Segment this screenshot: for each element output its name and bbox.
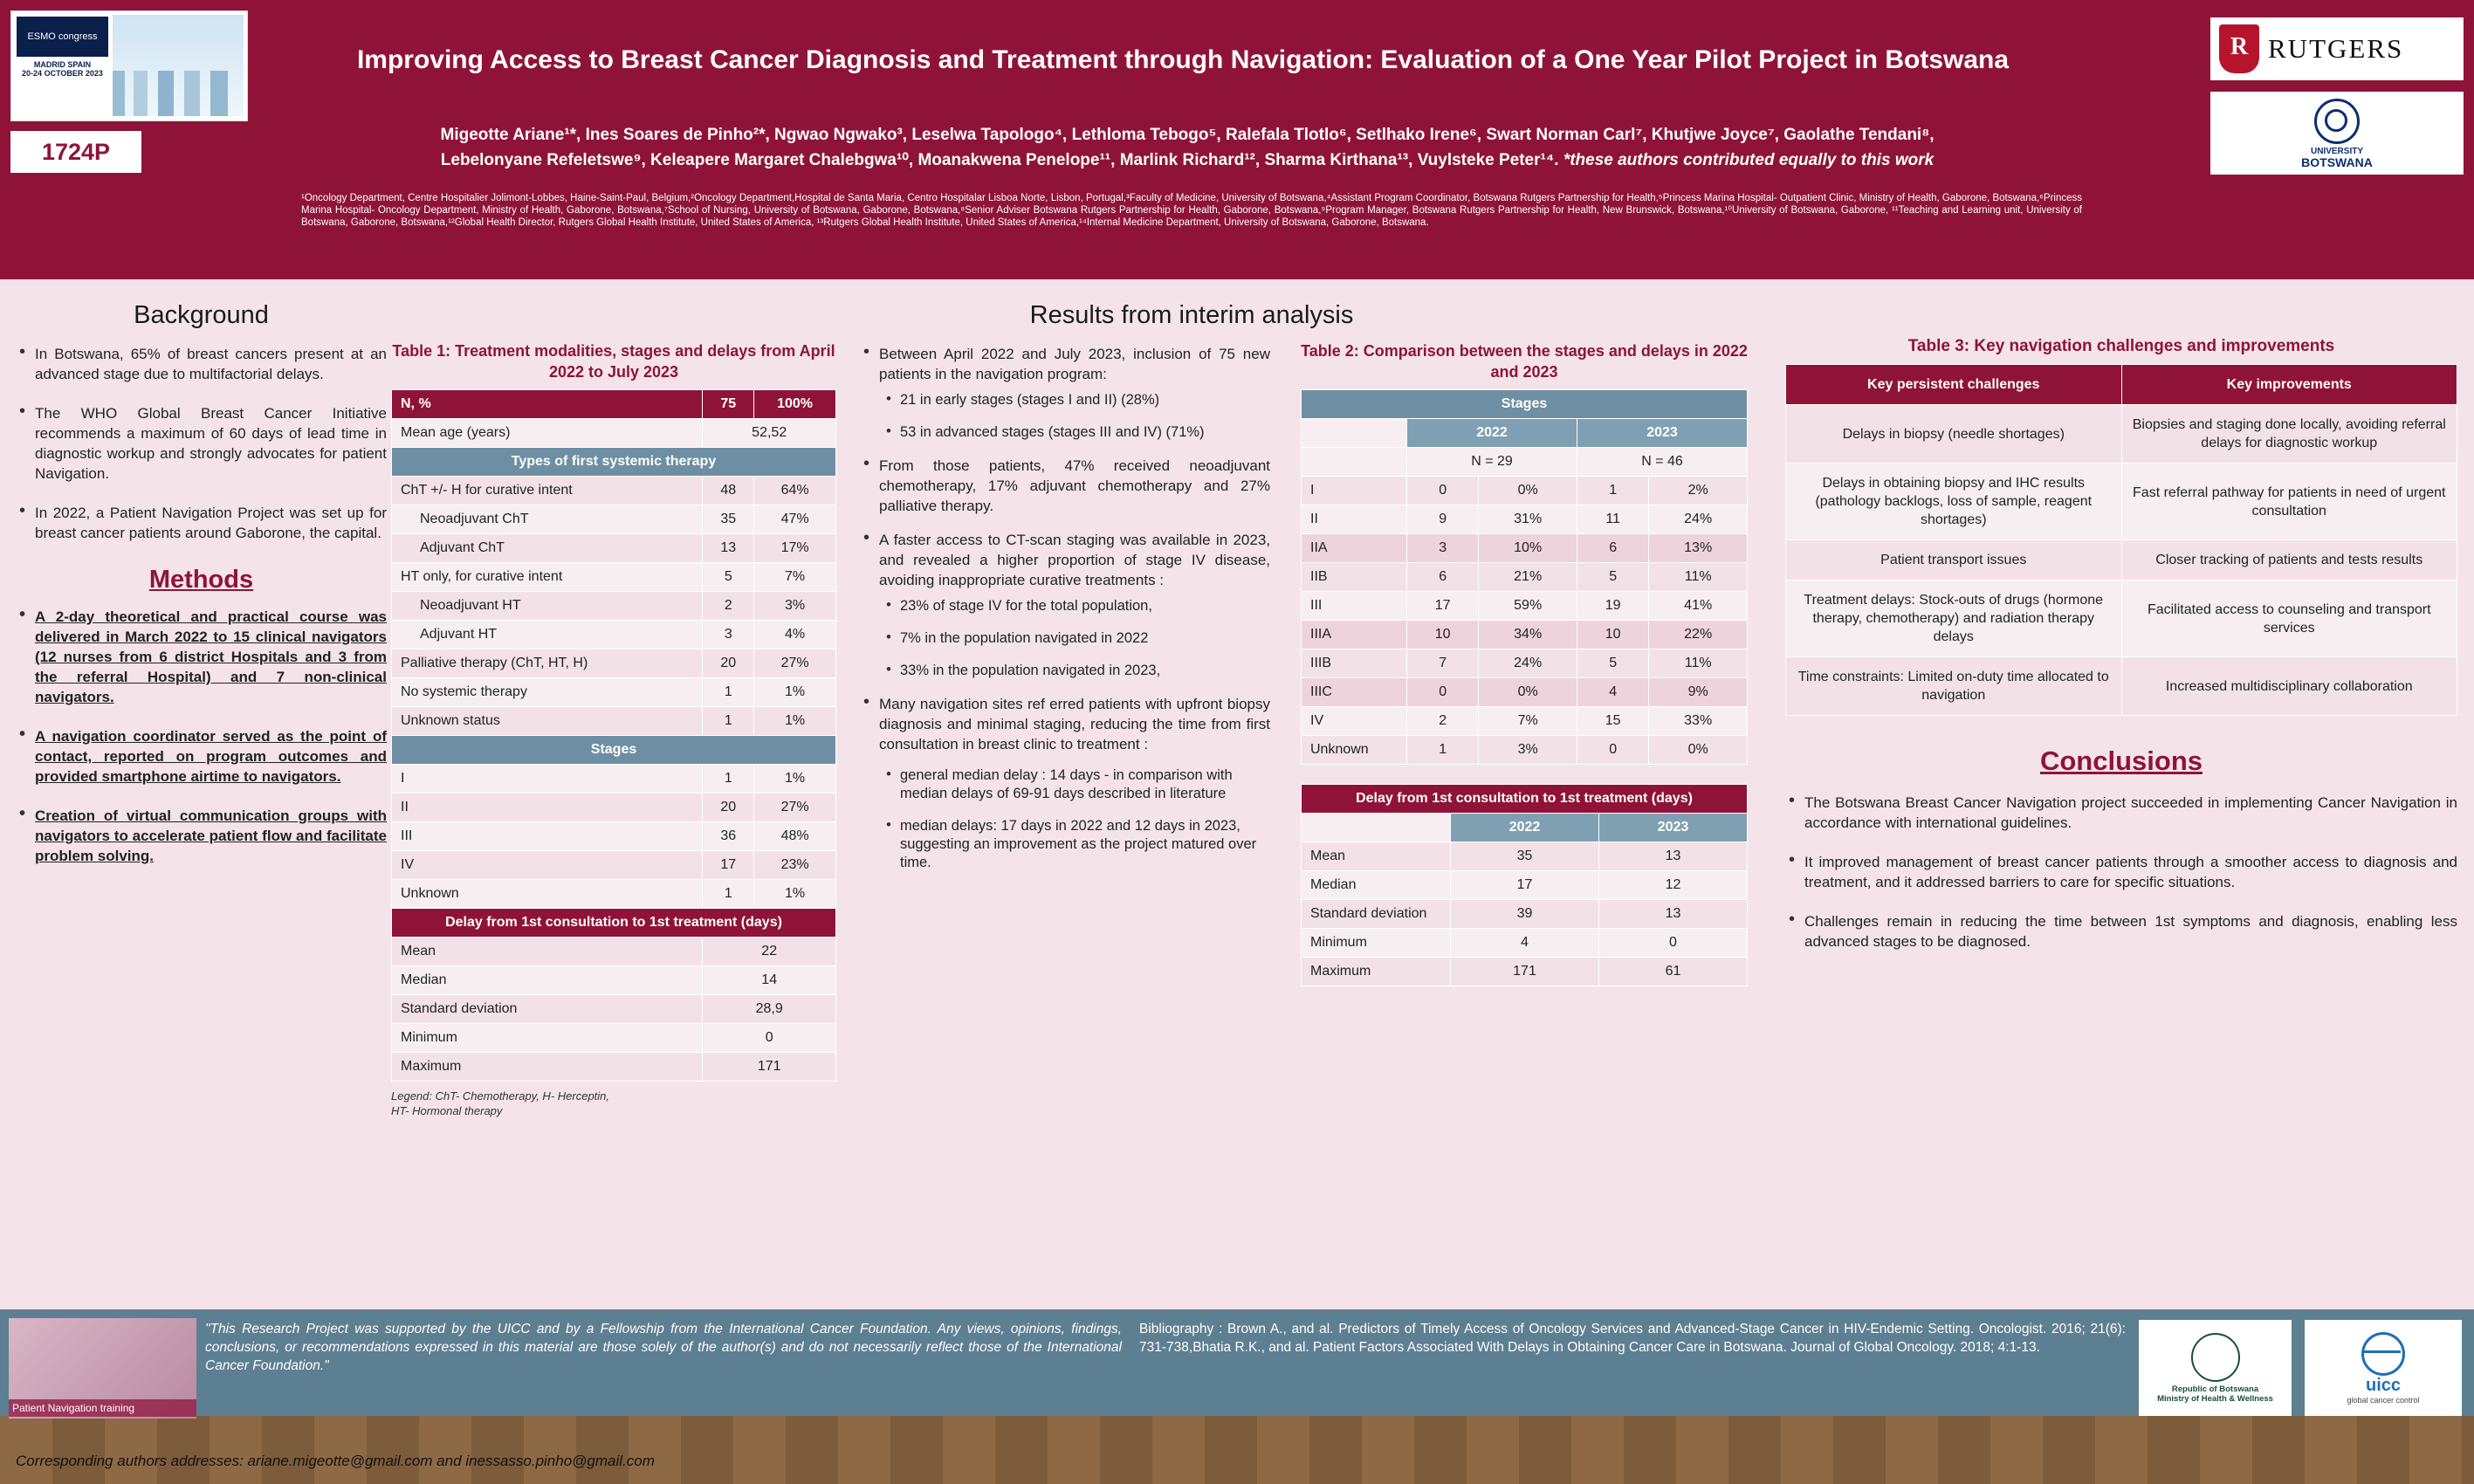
row-n: 48	[703, 477, 754, 505]
stage-label: IIA	[1302, 534, 1407, 563]
coat-of-arms-icon	[2191, 1333, 2240, 1382]
list-item	[860, 817, 1270, 872]
row-label: Median	[1302, 871, 1451, 900]
pct-value: 24%	[1479, 649, 1577, 678]
pct-value: 0%	[1649, 736, 1748, 765]
year-2023-header: 2023	[1577, 419, 1747, 448]
list-item	[860, 344, 1270, 442]
table-row	[1302, 900, 1748, 929]
row-label: III	[392, 822, 703, 851]
delay-year-2023: 2023	[1598, 814, 1747, 842]
stage-label: IIIB	[1302, 649, 1407, 678]
results-bullet-list	[860, 344, 1270, 872]
n-value: 2	[1407, 707, 1479, 736]
row-n: 1	[703, 880, 754, 909]
row-value: 28,9	[703, 995, 836, 1024]
poster-header	[0, 0, 2474, 279]
stage-label: IIB	[1302, 563, 1407, 592]
sub-list-item: • 7% in the population navigated in 2022	[879, 629, 1270, 648]
list-item: • The WHO Global Breast Cancer Initiative recommends a maximum of 60 days of lead time in diagnostic workup and strongly advocates for patient Navigation.	[16, 403, 387, 484]
table-row	[1786, 405, 2457, 464]
row-n: 36	[703, 822, 754, 851]
ub-line-1: UNIVERSITY	[2310, 147, 2363, 156]
value-2022: 4	[1451, 929, 1599, 958]
value-2022: 171	[1451, 958, 1599, 986]
madrid-skyline-icon	[113, 15, 244, 116]
row-pct: 23%	[754, 851, 836, 880]
section-header-delay: Delay from 1st consultation to 1st treatment (days)	[392, 909, 836, 938]
row-label: ChT +/- H for curative intent	[392, 477, 703, 505]
photo-caption: Patient Navigation training	[9, 1399, 196, 1417]
uicc-tagline: global cancer control	[2347, 1395, 2420, 1405]
row-label: Standard deviation	[1302, 900, 1451, 929]
table3-header-improvements: Key improvements	[2121, 365, 2457, 405]
pct-value: 2%	[1649, 477, 1748, 505]
row-pct: 27%	[754, 794, 836, 822]
row-pct: 1%	[754, 707, 836, 736]
column-table1	[391, 340, 836, 1118]
list-item: • Challenges remain in reducing the time between 1st symptoms and diagnosis, enabling less advanced stages to be diagnosed.	[1785, 911, 2457, 952]
funding-statement: "This Research Project was supported by the UICC and by a Fellowship from the International Cancer Foundation. Any views, opinions, findings, conclusions, or recommendations expressed in this material are those solely of the author(s) and do not necessarily reflect those of the International Cancer Foundation."	[205, 1322, 1122, 1373]
list-item: • Creation of virtual communication groups with navigators to accelerate patient flow and facilitate problem solving.	[16, 806, 387, 866]
table1-header-n: 75	[703, 390, 754, 419]
table-row	[392, 707, 836, 736]
improvement-cell: Closer tracking of patients and tests results	[2121, 540, 2457, 581]
row-n: 3	[703, 621, 754, 649]
sub-list-item: • 23% of stage IV for the total population,	[879, 597, 1270, 615]
row-n: 20	[703, 649, 754, 678]
row-n: 5	[703, 563, 754, 592]
pct-value: 22%	[1649, 621, 1748, 649]
table-row	[392, 822, 836, 851]
row-n: 2	[703, 592, 754, 621]
table-row	[1302, 678, 1748, 707]
n-value: 0	[1577, 736, 1648, 765]
gov-line-1: Republic of Botswana	[2171, 1384, 2259, 1394]
corresponding-authors: Corresponding authors addresses: ariane.migeotte@gmail.com and inessasso.pinho@gmail.com	[16, 1453, 655, 1469]
sub-list-item: • 33% in the population navigated in 2023,	[879, 662, 1270, 680]
challenge-cell: Time constraints: Limited on-duty time allocated to navigation	[1786, 657, 2122, 716]
esmo-logo-icon: ESMO congress	[17, 17, 108, 57]
background-bullet-list	[16, 344, 387, 543]
row-pct: 1%	[754, 880, 836, 909]
table-row	[1302, 842, 1748, 871]
pct-value: 13%	[1649, 534, 1748, 563]
table-row	[1786, 365, 2457, 405]
table-row	[1302, 448, 1748, 477]
row-n: 17	[703, 851, 754, 880]
table-row	[1302, 592, 1748, 621]
n-value: 17	[1407, 592, 1479, 621]
row-n: 1	[703, 765, 754, 794]
table1-header-pct: 100%	[754, 390, 836, 419]
pct-value: 11%	[1649, 563, 1748, 592]
row-label: No systemic therapy	[392, 678, 703, 707]
botswana-government-logo	[2139, 1320, 2292, 1416]
n-value: 15	[1577, 707, 1648, 736]
row-label: Adjuvant HT	[392, 621, 703, 649]
spacer-cell	[1302, 814, 1451, 842]
sub-list	[879, 597, 1270, 680]
challenge-cell: Delays in biopsy (needle shortages)	[1786, 405, 2122, 464]
table-row	[1302, 649, 1748, 678]
table-row	[392, 563, 836, 592]
row-pct: 47%	[754, 505, 836, 534]
table-row	[392, 1024, 836, 1053]
row-pct: 4%	[754, 621, 836, 649]
table-row	[1302, 563, 1748, 592]
table-row	[392, 851, 836, 880]
table-row	[392, 505, 836, 534]
page-title: Improving Access to Breast Cancer Diagnosis and Treatment through Navigation: Evaluation of a One Year Pilot Project in Botswana	[356, 45, 2010, 74]
value-2023: 12	[1598, 871, 1747, 900]
table1-title: Table 1: Treatment modalities, stages and delays from April 2022 to July 2023	[392, 342, 835, 381]
n-value: 10	[1407, 621, 1479, 649]
row-value: 0	[703, 1024, 836, 1053]
table-row	[1302, 621, 1748, 649]
congress-city-dates	[17, 60, 108, 78]
table-row	[1302, 736, 1748, 765]
improvement-cell: Biopsies and staging done locally, avoiding referral delays for diagnostic workup	[2121, 405, 2457, 464]
university-of-botswana-logo	[2210, 92, 2464, 175]
table-row	[1786, 464, 2457, 540]
table2-title: Table 2: Comparison between the stages and delays in 2022 and 2023	[1301, 342, 1748, 381]
row-pct: 7%	[754, 563, 836, 592]
stage-label: III	[1302, 592, 1407, 621]
stage-label: II	[1302, 505, 1407, 534]
affiliations: ¹Oncology Department, Centre Hospitalier Jolimont-Lobbes, Haine-Saint-Paul, Belgium,²Oncology Department,Hospital de Santa Maria, Centro Hospitalar Lisboa Norte, Lisbon, Portugal,³Faculty of Medicine, University of Botswana,⁴Assistant Program Coordinator, Botswana Rutgers Partnership for Health,⁵Princess Marina Hospital- Outpatient Clinic, Ministry of Health, Gaborone, Botswana,⁶Princess Marina Hospital- Oncology Department, Ministry of Health, Gaborone, Botswana,⁷School of Nursing, University of Botswana, Gaborone, Botswana,⁸Senior Adviser Botswana Rutgers Partnership for Health, Gaborone, Botswana,⁹Program Manager, Botswana Rutgers Partnership for Health, New Brunswick, Botswana,¹⁰University of Botswana, Gaborone, ¹¹Teaching and Learning unit, University of Botswana, Gaborone, Botswana,¹²Global Health Director, Rutgers Global Health Institute, United States of America, ¹³Rutgers Global Health Institute, United States of America,¹⁴Internal Medicine Department, University of Botswana, Gaborone, Botswana.	[301, 193, 2082, 228]
table3-header-challenges: Key persistent challenges	[1786, 365, 2122, 405]
gov-wordmark	[2157, 1384, 2273, 1404]
methods-heading: Methods	[148, 566, 254, 594]
table-row	[392, 909, 836, 938]
pct-value: 9%	[1649, 678, 1748, 707]
delay-table-title: Delay from 1st consultation to 1st treatment (days)	[1302, 785, 1748, 814]
gov-line-2: Ministry of Health & Wellness	[2157, 1393, 2273, 1404]
uicc-wordmark: uicc	[2365, 1375, 2402, 1395]
table2-delays	[1301, 784, 1748, 986]
table-row	[392, 678, 836, 707]
table-row	[392, 765, 836, 794]
row-value: 22	[703, 938, 836, 966]
n-value: 1	[1407, 736, 1479, 765]
table-row	[392, 736, 836, 765]
row-label: Median	[392, 966, 703, 995]
congress-city: MADRID SPAIN	[33, 60, 92, 69]
author-equal-contribution-note: *these authors contributed equally to this work	[1563, 151, 1935, 169]
n-value: 5	[1577, 563, 1648, 592]
row-label: Unknown status	[392, 707, 703, 736]
results-heading: Results from interim analysis	[1029, 301, 1354, 329]
pct-value: 21%	[1479, 563, 1577, 592]
sub-list-item: • general median delay : 14 days - in comparison with median delays of 69-91 days described in literature	[879, 766, 1270, 803]
list-item: • From those patients, 47% received neoadjuvant chemotherapy, 17% adjuvant chemotherapy and 27% palliative therapy.	[860, 456, 1270, 516]
row-label: Adjuvant ChT	[392, 534, 703, 563]
table-row	[392, 448, 836, 477]
list-item-text: Between April 2022 and July 2023, inclusion of 75 new patients in the navigation program:	[879, 346, 1270, 382]
legend-line-1: Legend: ChT- Chemotherapy, H- Herceptin,	[391, 1089, 610, 1103]
table1	[391, 389, 836, 1082]
conclusions-bullet-list	[1785, 793, 2457, 952]
value-2023: 13	[1598, 900, 1747, 929]
table-row	[1302, 505, 1748, 534]
value-2022: 35	[1451, 842, 1599, 871]
table-row	[392, 534, 836, 563]
value-2023: 61	[1598, 958, 1747, 986]
n-value: 7	[1407, 649, 1479, 678]
pct-value: 24%	[1649, 505, 1748, 534]
n-value: 10	[1577, 621, 1648, 649]
row-label: I	[392, 765, 703, 794]
n-value: 0	[1407, 477, 1479, 505]
pct-value: 7%	[1479, 707, 1577, 736]
row-pct: 1%	[754, 765, 836, 794]
row-n: 35	[703, 505, 754, 534]
list-item: • In 2022, a Patient Navigation Project was set up for breast cancer patients around Gaborone, the capital.	[16, 503, 387, 543]
poster-footer	[0, 1309, 2474, 1484]
pct-value: 59%	[1479, 592, 1577, 621]
table-row	[1302, 419, 1748, 448]
section-header: Stages	[392, 736, 836, 765]
spacer-cell	[1302, 419, 1407, 448]
pct-value: 3%	[1479, 736, 1577, 765]
table-row	[1786, 581, 2457, 657]
value-2023: 0	[1598, 929, 1747, 958]
table-row	[1302, 707, 1748, 736]
pct-value: 10%	[1479, 534, 1577, 563]
ub-wordmark	[2301, 147, 2373, 168]
table-row	[1302, 785, 1748, 814]
table-row	[392, 794, 836, 822]
rutgers-logo	[2210, 17, 2464, 80]
table-row	[1302, 958, 1748, 986]
table1-header-label: N, %	[392, 390, 703, 419]
year-2022-header: 2022	[1407, 419, 1577, 448]
table2-stages-header: Stages	[1302, 390, 1748, 419]
author-line-2: Lebelonyane Refeletswe⁹, Keleapere Margaret Chalebgwa¹⁰, Moanakwena Penelope¹¹, Marlink Richard¹², Sharma Kirthana¹³, Vuylsteke Peter¹⁴.	[440, 151, 1559, 169]
table-row	[392, 966, 836, 995]
value-2022: 39	[1451, 900, 1599, 929]
globe-icon	[2361, 1332, 2405, 1376]
row-value: 171	[703, 1053, 836, 1082]
esmo-congress-logo	[10, 10, 248, 121]
row-label: Maximum	[392, 1053, 703, 1082]
row-value: 14	[703, 966, 836, 995]
table-row	[392, 477, 836, 505]
list-item: • A 2-day theoretical and practical course was delivered in March 2022 to 15 clinical navigators (12 nurses from 6 district Hospitals and 3 from the referral Hospital) and 7 non-clinical navigators.	[16, 607, 387, 707]
row-label: Minimum	[1302, 929, 1451, 958]
table-row	[1302, 390, 1748, 419]
table-row	[392, 649, 836, 678]
methods-bullet-list	[16, 607, 387, 866]
table-row	[1302, 477, 1748, 505]
list-item: • In Botswana, 65% of breast cancers present at an advanced stage due to multifactorial delays.	[16, 344, 387, 384]
n-value: 6	[1407, 563, 1479, 592]
n-value: 4	[1577, 678, 1648, 707]
row-label: IV	[392, 851, 703, 880]
row-pct: 48%	[754, 822, 836, 851]
conclusions-heading: Conclusions	[2039, 745, 2203, 776]
table-row	[1786, 540, 2457, 581]
spacer-cell	[1302, 448, 1407, 477]
n-value: 11	[1577, 505, 1648, 534]
value-2022: 17	[1451, 871, 1599, 900]
list-item	[860, 694, 1270, 803]
congress-dates: 20-24 OCTOBER 2023	[22, 69, 103, 78]
sub-list	[879, 391, 1270, 442]
sub-list-item: • 53 in advanced stages (stages III and IV) (71%)	[879, 423, 1270, 442]
n-value: 3	[1407, 534, 1479, 563]
n-2022: N = 29	[1407, 448, 1577, 477]
section-header: Types of first systemic therapy	[392, 448, 836, 477]
improvement-cell: Fast referral pathway for patients in need of urgent consultation	[2121, 464, 2457, 540]
pct-value: 0%	[1479, 477, 1577, 505]
ub-seal-icon	[2314, 99, 2360, 144]
pct-value: 31%	[1479, 505, 1577, 534]
n-value: 1	[1577, 477, 1648, 505]
pct-value: 41%	[1649, 592, 1748, 621]
table-row	[392, 995, 836, 1024]
row-label: Mean age (years)	[392, 419, 703, 448]
row-n: 13	[703, 534, 754, 563]
stage-label: Unknown	[1302, 736, 1407, 765]
column-table2	[1301, 340, 1748, 986]
n-value: 6	[1577, 534, 1648, 563]
n-value: 19	[1577, 592, 1648, 621]
row-label: II	[392, 794, 703, 822]
list-item-text: Many navigation sites ref erred patients with upfront biopsy diagnosis and minimal staging, reducing the time from first consultation in breast clinic to treatment :	[879, 696, 1270, 752]
table-row	[392, 419, 836, 448]
table-row	[392, 592, 836, 621]
pct-value: 34%	[1479, 621, 1577, 649]
uicc-logo	[2305, 1320, 2462, 1416]
pct-value: 0%	[1479, 678, 1577, 707]
challenge-cell: Delays in obtaining biopsy and IHC results (pathology backlogs, loss of sample, reagent shortages)	[1786, 464, 2122, 540]
column-table3-conclusions	[1785, 336, 2457, 971]
row-n: 1	[703, 678, 754, 707]
sub-list	[879, 766, 1270, 803]
column-background-methods	[16, 301, 387, 885]
table-row	[1302, 871, 1748, 900]
row-label: Minimum	[392, 1024, 703, 1053]
row-pct: 17%	[754, 534, 836, 563]
row-pct: 27%	[754, 649, 836, 678]
value-2023: 13	[1598, 842, 1747, 871]
sub-list-item: • median delays: 17 days in 2022 and 12 days in 2023, suggesting an improvement as the project matured over time.	[879, 817, 1270, 872]
n-value: 0	[1407, 678, 1479, 707]
challenge-cell: Treatment delays: Stock-outs of drugs (hormone therapy, chemotherapy) and radiation therapy delays	[1786, 581, 2122, 657]
stage-label: IV	[1302, 707, 1407, 736]
row-pct: 3%	[754, 592, 836, 621]
abstract-number-badge: 1724P	[10, 131, 141, 173]
challenge-cell: Patient transport issues	[1786, 540, 2122, 581]
table-row	[392, 1053, 836, 1082]
rutgers-wordmark: RUTGERS	[2268, 33, 2404, 64]
row-label: Neoadjuvant HT	[392, 592, 703, 621]
row-label: Standard deviation	[392, 995, 703, 1024]
row-value: 52,52	[703, 419, 836, 448]
improvement-cell: Facilitated access to counseling and transport services	[2121, 581, 2457, 657]
row-label: Mean	[1302, 842, 1451, 871]
stage-label: I	[1302, 477, 1407, 505]
table3-title: Table 3: Key navigation challenges and improvements	[1907, 337, 2335, 355]
sub-list-item: • 21 in early stages (stages I and II) (28%)	[879, 391, 1270, 409]
ub-line-3: BOTSWANA	[2301, 155, 2373, 169]
table1-legend	[391, 1089, 836, 1118]
table-row	[1302, 814, 1748, 842]
row-label: Palliative therapy (ChT, HT, H)	[392, 649, 703, 678]
n-value: 5	[1577, 649, 1648, 678]
pct-value: 33%	[1649, 707, 1748, 736]
table-row	[392, 621, 836, 649]
row-label: Unknown	[392, 880, 703, 909]
list-item: • A navigation coordinator served as the point of contact, reported on program outcomes and provided smartphone airtime to navigators.	[16, 726, 387, 787]
sub-list	[879, 817, 1270, 872]
table-row	[392, 880, 836, 909]
table-row	[1302, 534, 1748, 563]
row-label: Mean	[392, 938, 703, 966]
improvement-cell: Increased multidisciplinary collaboration	[2121, 657, 2457, 716]
list-item	[860, 530, 1270, 680]
list-item-text: A faster access to CT-scan staging was available in 2023, and revealed a higher proportion of stage IV disease, avoiding inappropriate curative treatments :	[879, 532, 1270, 588]
n-2023: N = 46	[1577, 448, 1747, 477]
row-n: 1	[703, 707, 754, 736]
row-n: 20	[703, 794, 754, 822]
footer-wood-texture	[0, 1416, 2474, 1484]
table-row	[392, 938, 836, 966]
delay-year-2022: 2022	[1451, 814, 1599, 842]
stage-label: IIIA	[1302, 621, 1407, 649]
table-row	[1302, 929, 1748, 958]
list-item: • It improved management of breast cancer patients through a smoother access to diagnosis and treatment, and it addressed barriers to care for specific situations.	[1785, 852, 2457, 892]
author-list	[288, 122, 2086, 173]
pct-value: 11%	[1649, 649, 1748, 678]
table-row	[392, 390, 836, 419]
table-row	[1786, 657, 2457, 716]
row-label: HT only, for curative intent	[392, 563, 703, 592]
stage-label: IIIC	[1302, 678, 1407, 707]
author-line-1: Migeotte Ariane¹*, Ines Soares de Pinho²*, Ngwao Ngwako³, Leselwa Tapologo⁴, Lethloma Tebogo⁵, Ralefala Tlotlo⁶, Setlhako Irene⁶, Swart Norman Carl⁷, Khutjwe Joyce⁷, Gaolathe Tendani⁸,	[440, 126, 1935, 144]
table2-stages	[1301, 389, 1748, 765]
list-item: • The Botswana Breast Cancer Navigation project succeeded in implementing Cancer Navigation in accordance with international guidelines.	[1785, 793, 2457, 833]
table3	[1785, 364, 2457, 716]
legend-line-2: HT- Hormonal therapy	[391, 1104, 503, 1117]
background-heading: Background	[134, 301, 269, 329]
row-label: Maximum	[1302, 958, 1451, 986]
rutgers-shield-icon	[2219, 24, 2259, 73]
row-pct: 1%	[754, 678, 836, 707]
n-value: 9	[1407, 505, 1479, 534]
row-pct: 64%	[754, 477, 836, 505]
bibliography: Bibliography : Brown A., and al. Predictors of Timely Access of Oncology Services and Advanced-Stage Cancer in HIV-Endemic Setting. Oncologist. 2016; 21(6): 731-738,Bhatia R.K., and al. Patient Factors Associated With Delays in Obtaining Cancer Care in Botswana. Journal of Global Oncology. 2018; 4:1-13.	[1139, 1322, 2126, 1355]
row-label: Neoadjuvant ChT	[392, 505, 703, 534]
